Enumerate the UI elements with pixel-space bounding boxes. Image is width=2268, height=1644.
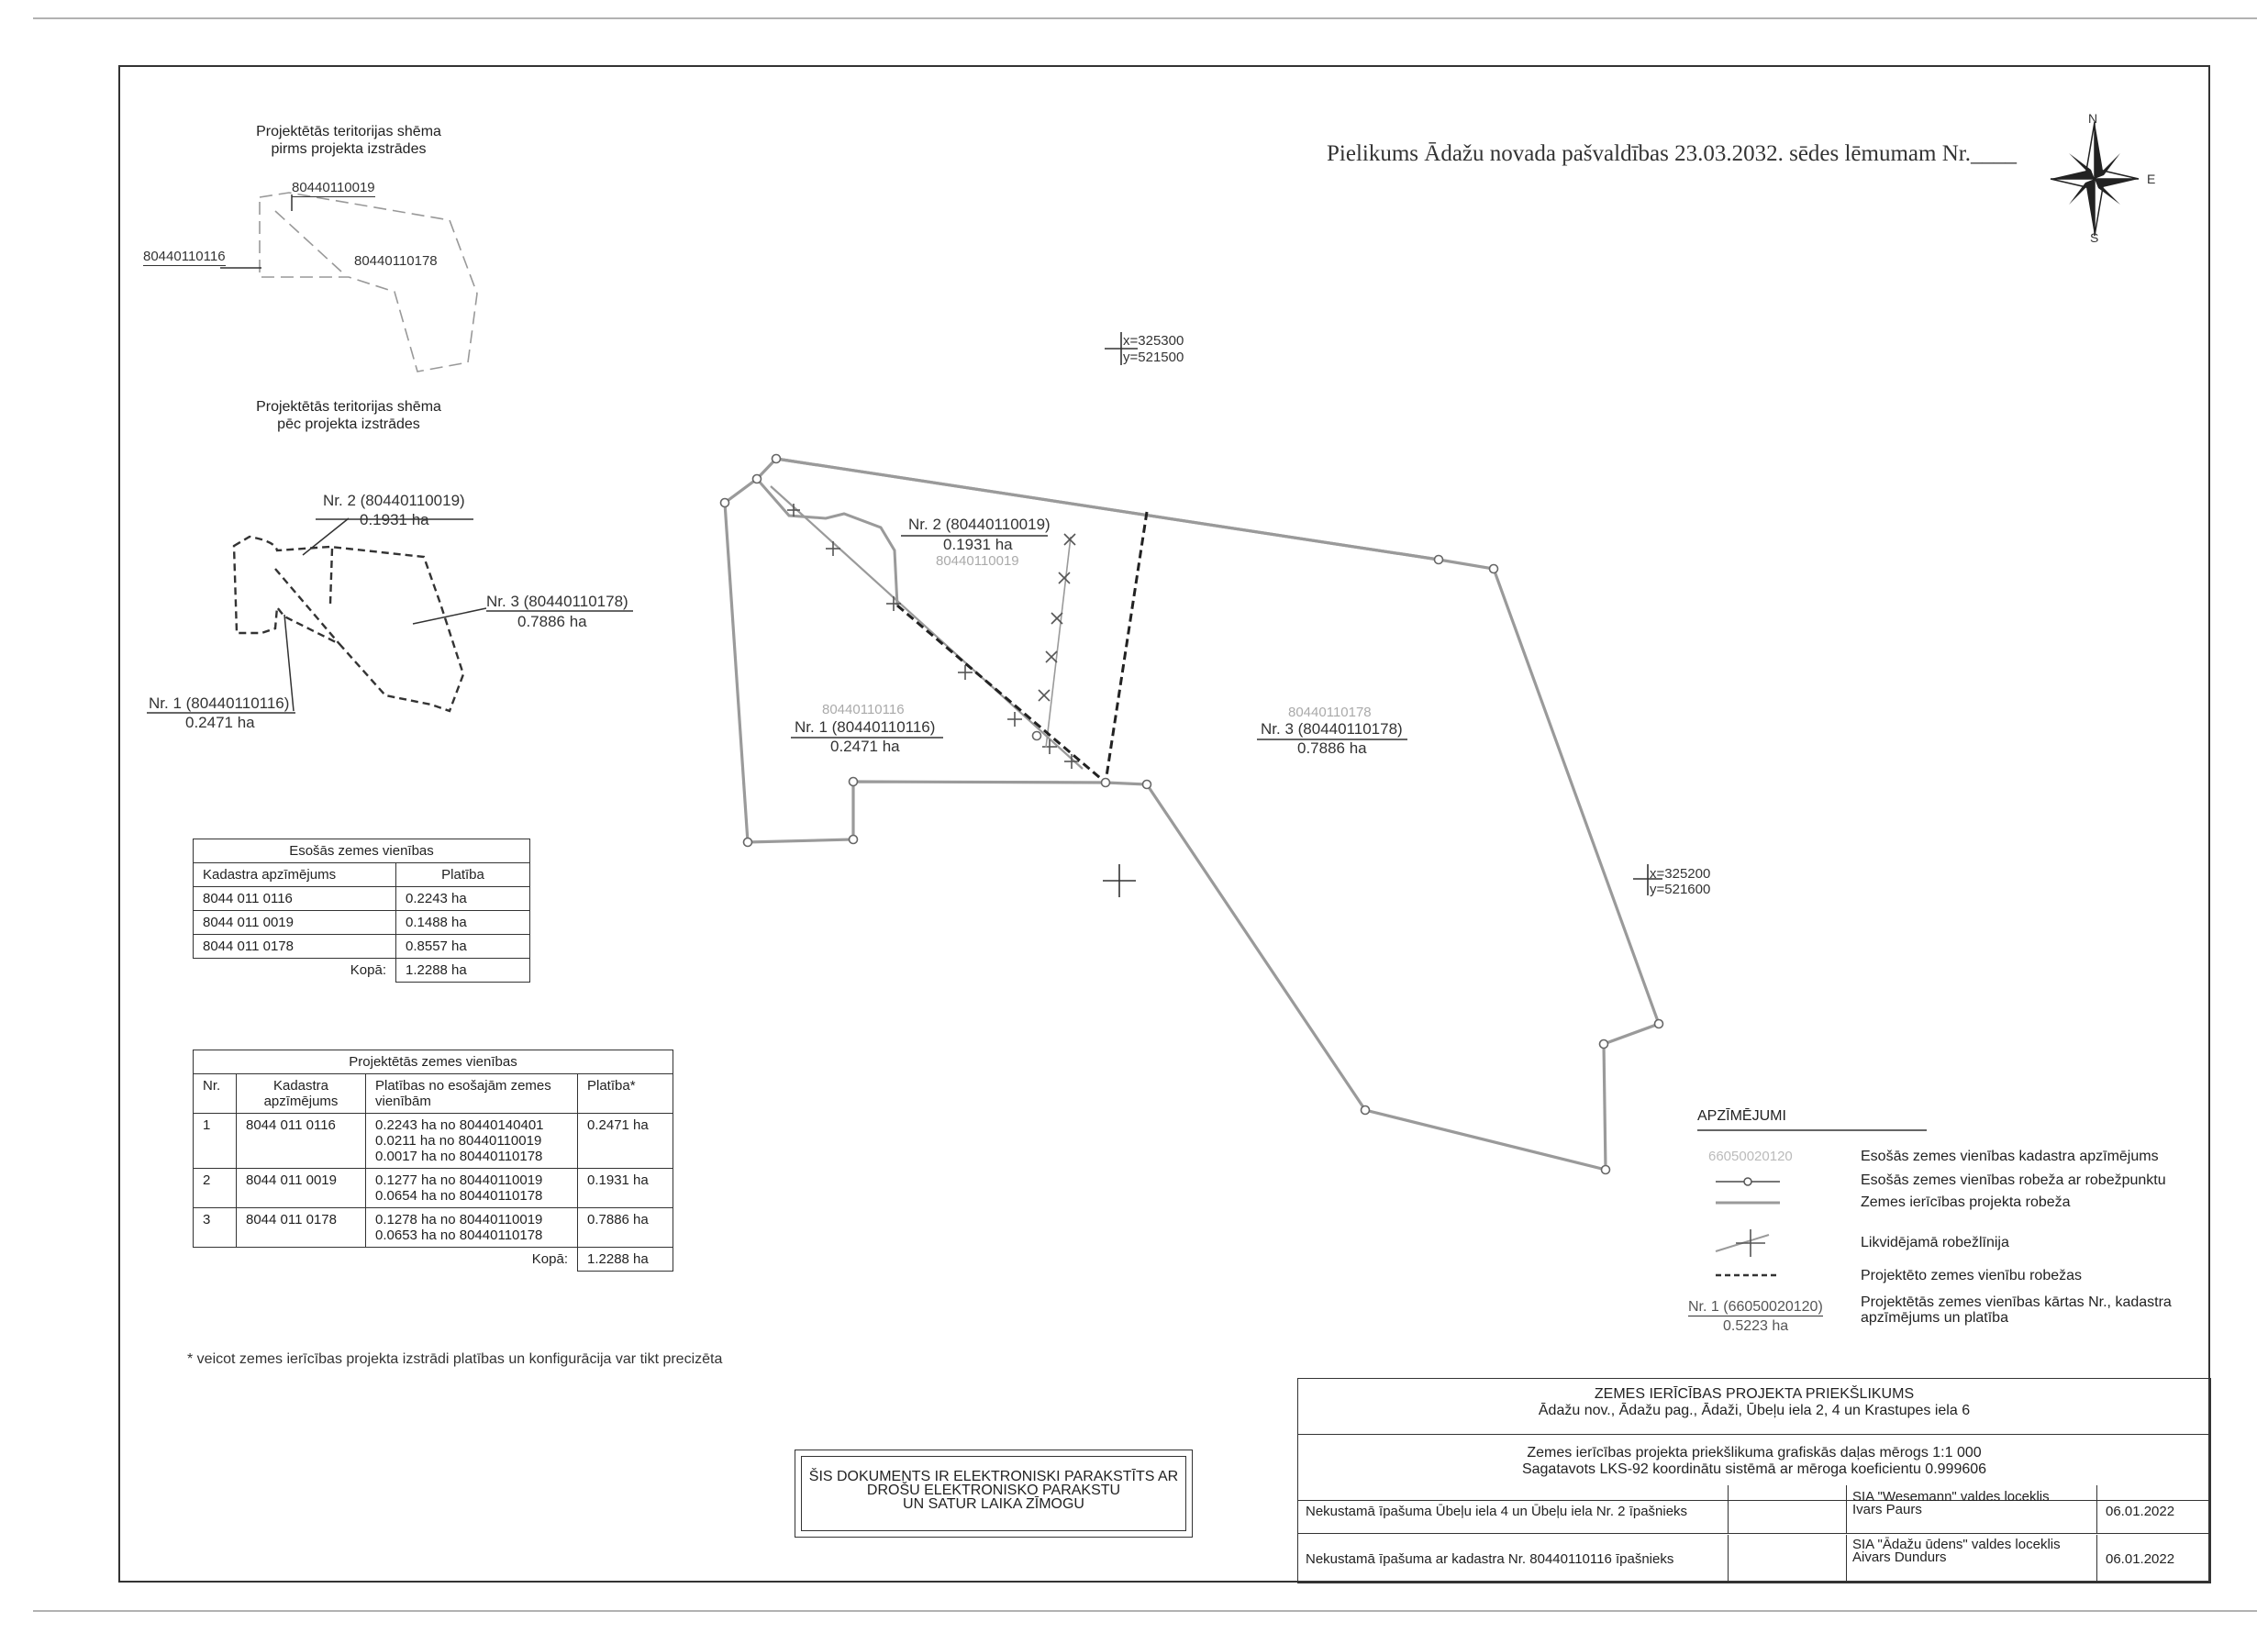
coord-top-x: x=325300 bbox=[1123, 333, 1184, 349]
stamp-line1: ŠIS DOKUMENTS IR ELEKTRONISKI PARAKSTĪTS AR bbox=[808, 1469, 1179, 1484]
table-row bbox=[194, 1114, 673, 1169]
row1-owner: Nekustamā īpašuma Ūbeļu iela 4 un Ūbeļu iela Nr. 2 īpašnieks bbox=[1306, 1504, 1688, 1519]
inset-before-parcel-a: 80440110019 bbox=[292, 180, 375, 195]
title-block bbox=[1297, 1378, 2211, 1583]
inset-before-title-line1: Projektētās teritorijas shēma bbox=[256, 124, 441, 139]
projected-footnote: * veicot zemes ierīcības projekta izstrādi platības un konfigurācija var tikt precizēta bbox=[187, 1351, 723, 1367]
inset-after-leader-2 bbox=[303, 518, 349, 555]
legend-item-5: Projektēto zemes vienību robežas bbox=[1861, 1268, 2083, 1283]
projected-row2-from2: 0.0654 ha no 80440110178 bbox=[375, 1188, 543, 1204]
projected-row2-nr: 2 bbox=[194, 1169, 237, 1208]
projected-row1-from bbox=[366, 1114, 578, 1169]
table-row bbox=[194, 1169, 673, 1208]
inset-after-title bbox=[211, 398, 486, 433]
existing-table-title: Esošās zemes vienības bbox=[194, 839, 530, 863]
existing-row1-area: 0.2243 ha bbox=[396, 887, 530, 911]
row1-date: 06.01.2022 bbox=[2106, 1504, 2175, 1519]
legend-item-4: Likvidējamā robežlīnija bbox=[1861, 1235, 2009, 1250]
electronic-signature-stamp bbox=[795, 1450, 1193, 1538]
inset-before-shape bbox=[260, 193, 477, 372]
compass-s: S bbox=[2090, 230, 2099, 245]
inset-before-title-line2: pirms projekta izstrādes bbox=[271, 141, 427, 157]
legend-item-1: Esošās zemes vienības kadastra apzīmējums bbox=[1861, 1149, 2159, 1164]
map-parcel3-name: Nr. 3 (80440110178) bbox=[1261, 720, 1403, 738]
inset-after-parcel3-area: 0.7886 ha bbox=[517, 613, 587, 630]
table-row bbox=[194, 1208, 673, 1248]
inset-after-parcel2-name: Nr. 2 (80440110019) bbox=[323, 492, 465, 509]
existing-row2-code: 8044 011 0019 bbox=[194, 911, 396, 935]
compass-e: E bbox=[2147, 172, 2156, 186]
table-row bbox=[194, 911, 530, 935]
coord-right-y: y=521600 bbox=[1650, 882, 1711, 897]
existing-row3-area: 0.8557 ha bbox=[396, 935, 530, 959]
projected-boundaries bbox=[897, 512, 1147, 783]
inset-before-title bbox=[211, 123, 486, 158]
legend-sample-name: Nr. 1 (66050020120) bbox=[1688, 1299, 1823, 1315]
table-row bbox=[194, 887, 530, 911]
legend-item-6-line1: Projektētās zemes vienības kārtas Nr., kadastra bbox=[1861, 1294, 2172, 1310]
legend-item-2: Esošās zemes vienības robeža ar robežpunktu bbox=[1861, 1172, 2166, 1188]
map-parcel3-old-code: 80440110178 bbox=[1288, 705, 1372, 720]
inset-after-title-line1: Projektētās teritorijas shēma bbox=[256, 399, 441, 415]
row1-signer-line2: Ivars Paurs bbox=[1852, 1502, 1922, 1517]
inset-after-title-line2: pēc projekta izstrādes bbox=[277, 417, 420, 432]
projected-row3-nr: 3 bbox=[194, 1208, 237, 1248]
row1-signer-line1: SIA "Wesemann" valdes loceklis bbox=[1852, 1489, 2050, 1505]
title-block-scale: Zemes ierīcības projekta priekšlikuma grafiskās daļas mērogs 1:1 000 bbox=[1527, 1445, 1982, 1461]
legend-sample-code: 66050020120 bbox=[1708, 1149, 1793, 1164]
projected-units-table bbox=[193, 1050, 673, 1272]
projected-row3-area: 0.7886 ha bbox=[578, 1208, 673, 1248]
liquidated-x-marks bbox=[1039, 534, 1075, 701]
map-parcel1-area: 0.2471 ha bbox=[830, 738, 900, 755]
title-block-row-2 bbox=[1298, 1535, 2210, 1583]
projected-row2-from bbox=[366, 1169, 578, 1208]
existing-total-label: Kopā: bbox=[194, 959, 396, 983]
title-block-coords: Sagatavots LKS-92 koordinātu sistēmā ar mēroga koeficientu 0.999606 bbox=[1521, 1461, 1987, 1477]
projected-row1-nr: 1 bbox=[194, 1114, 237, 1169]
projected-row3-from bbox=[366, 1208, 578, 1248]
row2-signer bbox=[1852, 1538, 2061, 1564]
title-block-address: Ādažu nov., Ādažu pag., Ādaži, Ūbeļu iela 2, 4 un Krastupes iela 6 bbox=[1538, 1403, 1971, 1418]
inset-before-parcel-b: 80440110116 bbox=[143, 249, 226, 264]
inset-after-parcel2-area: 0.1931 ha bbox=[360, 511, 429, 528]
projected-total-label: Kopā: bbox=[194, 1248, 578, 1272]
row1-signer bbox=[1852, 1491, 2050, 1516]
row2-signer-line1: SIA "Ādažu ūdens" valdes loceklis bbox=[1852, 1537, 2061, 1552]
north-arrow-icon bbox=[2051, 122, 2139, 236]
projected-row1-area: 0.2471 ha bbox=[578, 1114, 673, 1169]
existing-row1-code: 8044 011 0116 bbox=[194, 887, 396, 911]
row2-date: 06.01.2022 bbox=[2106, 1551, 2175, 1567]
map-parcel2-area: 0.1931 ha bbox=[943, 536, 1013, 553]
existing-row3-code: 8044 011 0178 bbox=[194, 935, 396, 959]
inset-after-parcel1-area: 0.2471 ha bbox=[185, 714, 255, 731]
document-title: Pielikums Ādažu novada pašvaldības 23.03.2032. sēdes lēmumam Nr.____ bbox=[1327, 141, 2017, 166]
projected-col-code: Kadastra apzīmējums bbox=[237, 1074, 366, 1114]
legend-title: APZĪMĒJUMI bbox=[1697, 1108, 1786, 1124]
existing-row2-area: 0.1488 ha bbox=[396, 911, 530, 935]
projected-col-area: Platība* bbox=[578, 1074, 673, 1114]
legend-item-3: Zemes ierīcības projekta robeža bbox=[1861, 1194, 2071, 1210]
legend-item-6 bbox=[1861, 1294, 2172, 1326]
coord-right-x: x=325200 bbox=[1650, 866, 1711, 882]
compass-n: N bbox=[2088, 111, 2098, 126]
main-boundary bbox=[725, 459, 1659, 1170]
title-block-title: ZEMES IERĪCĪBAS PROJEKTA PRIEKŠLIKUMS bbox=[1594, 1386, 1915, 1402]
projected-table-title: Projektētās zemes vienības bbox=[194, 1050, 673, 1074]
projected-row3-code: 8044 011 0178 bbox=[237, 1208, 366, 1248]
existing-col-area: Platība bbox=[396, 863, 530, 887]
projected-total-value: 1.2288 ha bbox=[578, 1248, 673, 1272]
projected-row1-from2: 0.0211 ha no 80440110019 bbox=[375, 1133, 542, 1149]
legend-item-6-line2: apzīmējums un platība bbox=[1861, 1310, 2008, 1326]
map-parcel1-old-code: 80440110116 bbox=[822, 702, 905, 717]
stamp-line2: DROŠU ELEKTRONISKO PARAKSTU bbox=[866, 1483, 1121, 1498]
projected-col-from: Platības no esošajām zemes vienībām bbox=[366, 1074, 578, 1114]
boundary-points bbox=[721, 455, 1663, 1174]
projected-row2-from1: 0.1277 ha no 80440110019 bbox=[375, 1172, 543, 1188]
parcel-2-boundary bbox=[757, 479, 897, 605]
existing-units-table bbox=[193, 839, 530, 983]
projected-row1-code: 8044 011 0116 bbox=[237, 1114, 366, 1169]
title-block-header bbox=[1298, 1379, 2210, 1435]
coord-top-y: y=521500 bbox=[1123, 350, 1184, 365]
title-block-row-1 bbox=[1298, 1485, 2210, 1534]
projected-row2-area: 0.1931 ha bbox=[578, 1169, 673, 1208]
inset-after-parcel3-name: Nr. 3 (80440110178) bbox=[486, 593, 628, 610]
projected-row1-from1: 0.2243 ha no 80440140401 bbox=[375, 1117, 544, 1133]
row2-signer-line2: Aivars Dundurs bbox=[1852, 1550, 1947, 1565]
existing-col-code: Kadastra apzīmējums bbox=[194, 863, 396, 887]
map-parcel1-name: Nr. 1 (80440110116) bbox=[795, 718, 936, 736]
projected-col-nr: Nr. bbox=[194, 1074, 237, 1114]
stamp-line3: UN SATUR LAIKA ZĪMOGU bbox=[903, 1496, 1084, 1512]
inset-before-parcel-c: 80440110178 bbox=[354, 253, 438, 269]
projected-row3-from1: 0.1278 ha no 80440110019 bbox=[375, 1212, 543, 1227]
map-parcel3-area: 0.7886 ha bbox=[1297, 739, 1367, 757]
inset-after-shape bbox=[234, 537, 463, 711]
liquidated-x-line bbox=[1046, 537, 1071, 748]
inset-after-parcel1-name: Nr. 1 (80440110116) bbox=[149, 694, 290, 712]
map-label-underlines bbox=[147, 519, 1407, 739]
row2-owner: Nekustamā īpašuma ar kadastra Nr. 80440110116 īpašnieks bbox=[1306, 1551, 1674, 1567]
projected-row2-code: 8044 011 0019 bbox=[237, 1169, 366, 1208]
coordinate-cross-center bbox=[1103, 864, 1136, 897]
map-parcel2-name: Nr. 2 (80440110019) bbox=[908, 516, 1051, 533]
projected-row3-from2: 0.0653 ha no 80440110178 bbox=[375, 1227, 543, 1243]
inset-after-leader-3 bbox=[413, 608, 486, 624]
table-row bbox=[194, 935, 530, 959]
legend-sample-area: 0.5223 ha bbox=[1723, 1318, 1789, 1334]
projected-row1-from3: 0.0017 ha no 80440110178 bbox=[375, 1149, 543, 1164]
existing-total-value: 1.2288 ha bbox=[396, 959, 530, 983]
map-parcel2-old-code: 80440110019 bbox=[936, 553, 1019, 569]
